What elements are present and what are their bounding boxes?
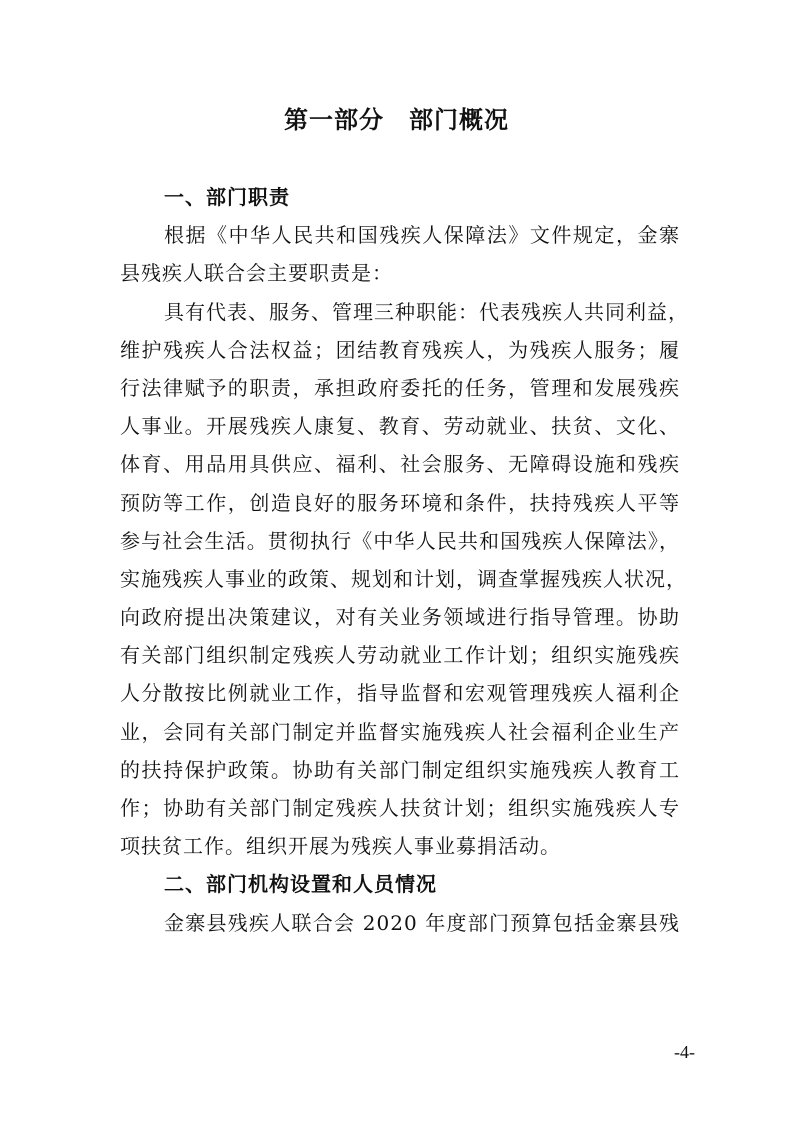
paragraph-line: 行法律赋予的职责，承担政府委托的任务，管理和发展残疾: [120, 375, 680, 400]
paragraph-line: 人事业。开展残疾人康复、教育、劳动就业、扶贫、文化、: [120, 414, 680, 439]
paragraph-line: 参与社会生活。贯彻执行《中华人民共和国残疾人保障法》，: [120, 528, 680, 553]
paragraph-line: 项扶贫工作。组织开展为残疾人事业募捐活动。: [120, 834, 561, 859]
paragraph-line: 根据《中华人民共和国残疾人保障法》文件规定，金寨: [164, 223, 680, 248]
paragraph-line: 县残疾人联合会主要职责是：: [120, 261, 393, 286]
document-body: [120, 178, 689, 942]
paragraph-line: 的扶持保护政策。协助有关部门制定组织实施残疾人教育工: [120, 757, 680, 782]
paragraph-line: 有关部门组织制定残疾人劳动就业工作计划；组织实施残疾: [120, 643, 680, 668]
paragraph-line: 向政府提出决策建议，对有关业务领域进行指导管理。协助: [120, 605, 680, 630]
section-heading-organization: 二、部门机构设置和人员情况: [164, 872, 437, 897]
paragraph-line: 预防等工作，创造良好的服务环境和条件，扶持残疾人平等: [120, 490, 680, 515]
page-number: -4-: [674, 1042, 695, 1062]
paragraph-line: 实施残疾人事业的政策、规划和计划，调查掌握残疾人状况，: [120, 566, 687, 591]
paragraph-line: 维护残疾人合法权益；团结教育残疾人，为残疾人服务；履: [120, 337, 680, 362]
paragraph-line: 业，会同有关部门制定并监督实施残疾人社会福利企业生产: [120, 719, 680, 744]
page-title: 第一部分 部门概况: [284, 106, 509, 134]
paragraph-line: 体育、用品用具供应、福利、社会服务、无障碍设施和残疾: [120, 452, 680, 477]
paragraph-line: 金寨县残疾人联合会 2020 年度部门预算包括金寨县残: [164, 910, 680, 935]
paragraph-line: 人分散按比例就业工作，指导监督和宏观管理残疾人福利企: [120, 681, 680, 706]
paragraph-line: 具有代表、服务、管理三种职能：代表残疾人共同利益，: [164, 299, 689, 324]
section-heading-duties: 一、部门职责: [164, 185, 290, 209]
paragraph-line: 作；协助有关部门制定残疾人扶贫计划；组织实施残疾人专: [120, 796, 680, 820]
